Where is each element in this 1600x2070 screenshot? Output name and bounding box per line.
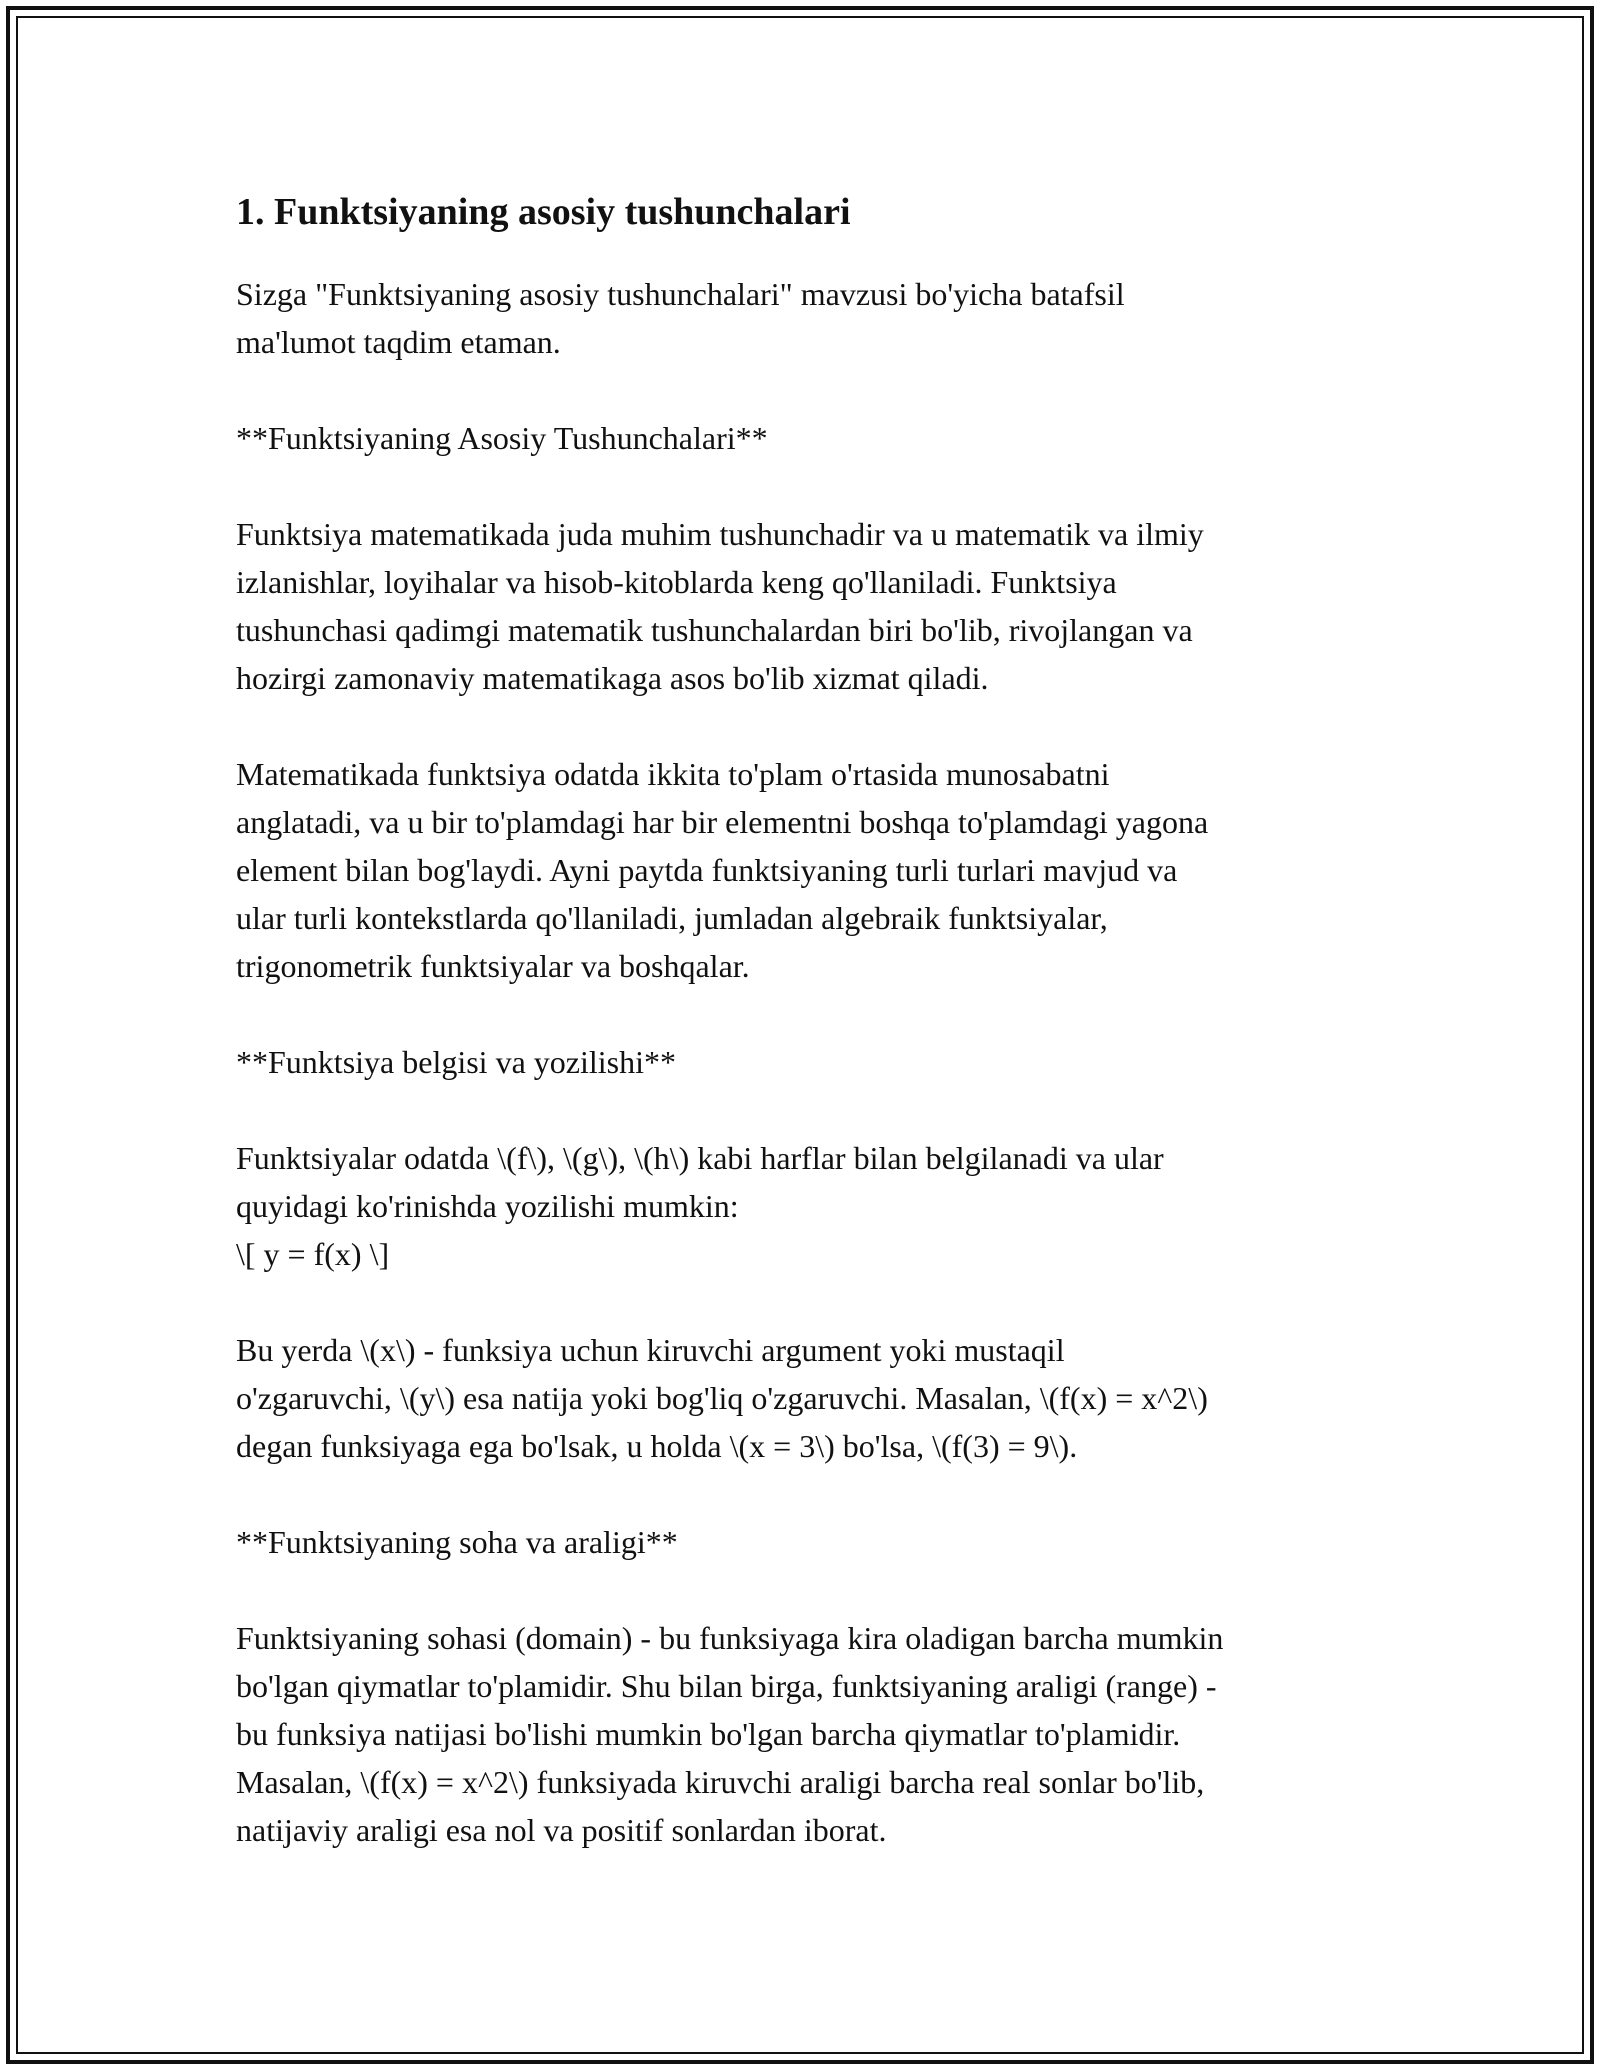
document-body: [236, 186, 1376, 1854]
paragraph-domain-range: Funktsiyaning sohasi (domain) - bu funksiyaga kira oladigan barcha mumkin bo'lgan qiymatlar to'plamidir. Shu bilan birga, funktsiyaning araligi (range) - bu funksiya natijasi bo'lishi mumkin bo'lgan barcha qiymatlar to'plamidir. Masalan, \(f(x) = x^2\) funksiyada kiruvchi araligi barcha real sonlar bo'lib, natijaviy araligi esa nol va positif sonlardan iborat.: [236, 1620, 1224, 1848]
section-heading-domain-range: **Funktsiyaning soha va araligi**: [236, 1524, 678, 1560]
intro-paragraph: Sizga "Funktsiyaning asosiy tushunchalari" mavzusi bo'yicha batafsil ma'lumot taqdim etaman.: [236, 276, 1125, 360]
paragraph-notation: Funktsiyalar odatda \(f\), \(g\), \(h\) kabi harflar bilan belgilanadi va ular quyidagi ko'rinishda yozilishi mumkin: \[ y = f(x) \]: [236, 1140, 1164, 1272]
paragraph-function-importance: Funktsiya matematikada juda muhim tushunchadir va u matematik va ilmiy izlanishlar, loyihalar va hisob-kitoblarda keng qo'llaniladi. Funktsiya tushunchasi qadimgi matematik tushunchalardan biri bo'lib, rivojlangan va hozirgi zamonaviy matematikaga asos bo'lib xizmat qiladi.: [236, 516, 1204, 696]
page-title: 1. Funktsiyaning asosiy tushunchalari: [236, 191, 851, 233]
section-heading-basic-concepts: **Funktsiyaning Asosiy Tushunchalari**: [236, 420, 768, 456]
paragraph-notation-example: Bu yerda \(x\) - funksiya uchun kiruvchi argument yoki mustaqil o'zgaruvchi, \(y\) esa natija yoki bog'liq o'zgaruvchi. Masalan, \(f(x) = x^2\) degan funksiyaga ega bo'lsak, u holda \(x = 3\) bo'lsa, \(f(3) = 9\).: [236, 1332, 1208, 1464]
section-heading-notation: **Funktsiya belgisi va yozilishi**: [236, 1044, 676, 1080]
paragraph-function-definition: Matematikada funktsiya odatda ikkita to'plam o'rtasida munosabatni anglatadi, va u bir to'plamdagi har bir elementni boshqa to'plamdagi yagona element bilan bog'laydi. Ayni paytda funktsiyaning turli turlari mavjud va ular turli kontekstlarda qo'llaniladi, jumladan algebraik funktsiyalar, trigonometrik funktsiyalar va boshqalar.: [236, 756, 1209, 984]
